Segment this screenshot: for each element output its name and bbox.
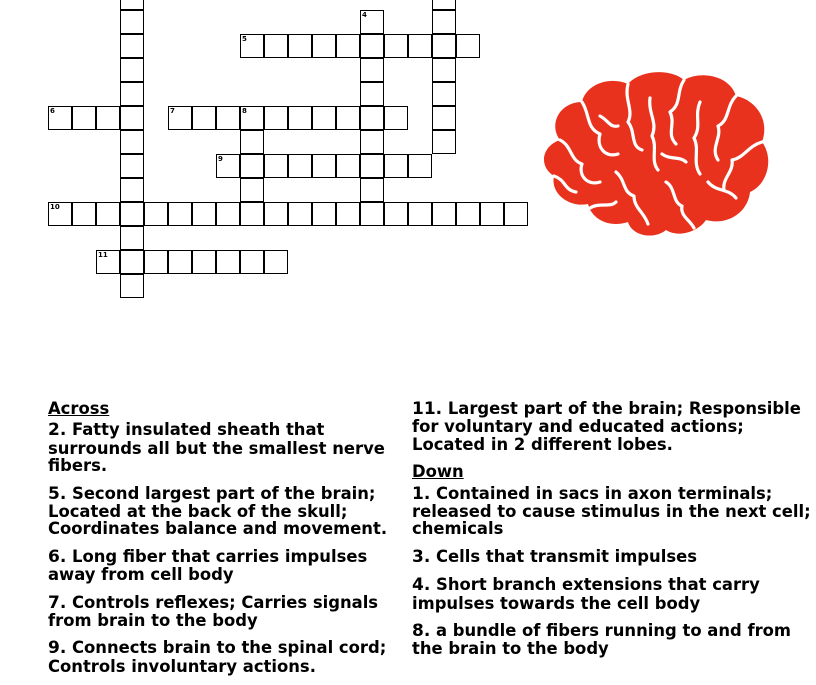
crossword-cell[interactable] <box>120 82 144 106</box>
crossword-cell[interactable] <box>288 202 312 226</box>
clue-number: 9 <box>218 155 223 163</box>
crossword-cell[interactable] <box>360 154 384 178</box>
crossword-cell[interactable] <box>504 202 528 226</box>
crossword-cell[interactable] <box>336 154 360 178</box>
crossword-cell-2[interactable] <box>120 0 144 10</box>
clue-number: 5 <box>242 35 247 43</box>
across-clue: 9. Connects brain to the spinal cord; Controls involuntary actions. <box>48 638 387 676</box>
crossword-cell-6[interactable] <box>48 106 72 130</box>
crossword-cell[interactable] <box>120 202 144 226</box>
crossword-cell[interactable] <box>408 154 432 178</box>
crossword-cell[interactable] <box>240 250 264 274</box>
clue-column-right <box>412 400 812 668</box>
crossword-cell[interactable] <box>432 82 456 106</box>
across-clue: 7. Controls reflexes; Carries signals from brain to the body <box>48 592 379 631</box>
crossword-cell[interactable] <box>168 202 192 226</box>
crossword-cell[interactable] <box>336 106 360 130</box>
clue-number: 6 <box>50 107 55 115</box>
crossword-cell[interactable] <box>360 58 384 82</box>
crossword-cell[interactable] <box>360 178 384 202</box>
crossword-cell[interactable] <box>384 34 408 58</box>
down-clue: 4. Short branch extensions that carry impulses towards the cell body <box>412 575 760 613</box>
crossword-cell[interactable] <box>432 10 456 34</box>
crossword-cell[interactable] <box>312 154 336 178</box>
clue-column-left <box>48 400 408 685</box>
crossword-cell[interactable] <box>264 250 288 274</box>
crossword-cell[interactable] <box>432 58 456 82</box>
crossword-cell[interactable] <box>120 34 144 58</box>
crossword-cell[interactable] <box>120 154 144 178</box>
crossword-cell[interactable] <box>288 106 312 130</box>
crossword-cell[interactable] <box>120 250 144 274</box>
crossword-cell[interactable] <box>360 202 384 226</box>
crossword-cell[interactable] <box>192 202 216 226</box>
down-clue: 1. Contained in sacs in axon terminals; released to cause stimulus in the next cell; chemicals <box>412 483 811 539</box>
crossword-cell[interactable] <box>360 82 384 106</box>
crossword-cell[interactable] <box>360 34 384 58</box>
crossword-cell[interactable] <box>408 202 432 226</box>
crossword-cell[interactable] <box>432 202 456 226</box>
crossword-cell[interactable] <box>336 34 360 58</box>
crossword-cell[interactable] <box>360 106 384 130</box>
down-clue: 3. Cells that transmit impulses <box>412 546 697 567</box>
crossword-cell[interactable] <box>480 202 504 226</box>
crossword-cell[interactable] <box>456 202 480 226</box>
crossword-cell[interactable] <box>120 130 144 154</box>
crossword-cell-5[interactable] <box>240 34 264 58</box>
brain-icon <box>530 62 770 242</box>
crossword-cell[interactable] <box>216 250 240 274</box>
clue-number: 7 <box>170 107 175 115</box>
clue-number: 11 <box>98 251 108 259</box>
down-heading: Down <box>412 462 464 482</box>
crossword-cell[interactable] <box>96 106 120 130</box>
crossword-cell[interactable] <box>192 106 216 130</box>
crossword-cell[interactable] <box>312 106 336 130</box>
across-clue: 2. Fatty insulated sheath that surrounds all but the smallest nerve fibers. <box>48 420 385 476</box>
across-clue: 5. Second largest part of the brain; Located at the back of the skull; Coordinates balance and movement. <box>48 483 388 539</box>
across-heading: Across <box>48 399 110 418</box>
crossword-cell[interactable] <box>120 58 144 82</box>
crossword-cell[interactable] <box>192 250 216 274</box>
crossword-cell[interactable] <box>312 34 336 58</box>
crossword-cell[interactable] <box>216 106 240 130</box>
crossword-cell[interactable] <box>432 106 456 130</box>
crossword-cell[interactable] <box>360 130 384 154</box>
crossword-cell[interactable] <box>432 130 456 154</box>
crossword-cell-8[interactable] <box>240 106 264 130</box>
crossword-cell-9[interactable] <box>216 154 240 178</box>
crossword-cell[interactable] <box>384 106 408 130</box>
crossword-cell[interactable] <box>240 202 264 226</box>
crossword-cell[interactable] <box>384 202 408 226</box>
across-clue: 11. Largest part of the brain; Responsible for voluntary and educated actions; Located in 2 different lobes. <box>412 399 801 454</box>
crossword-cell[interactable] <box>120 106 144 130</box>
crossword-cell-7[interactable] <box>168 106 192 130</box>
crossword-cell[interactable] <box>240 130 264 154</box>
crossword-cell[interactable] <box>288 154 312 178</box>
crossword-cell[interactable] <box>336 202 360 226</box>
crossword-cell-10[interactable] <box>48 202 72 226</box>
crossword-cell[interactable] <box>120 274 144 298</box>
crossword-cell[interactable] <box>312 202 336 226</box>
crossword-cell[interactable] <box>288 34 312 58</box>
crossword-cell[interactable] <box>264 154 288 178</box>
crossword-cell[interactable] <box>240 154 264 178</box>
crossword-cell[interactable] <box>72 202 96 226</box>
crossword-cell[interactable] <box>96 202 120 226</box>
crossword-cell-1[interactable] <box>432 0 456 10</box>
crossword-cell[interactable] <box>144 202 168 226</box>
crossword-cell-4[interactable] <box>360 10 384 34</box>
crossword-cell[interactable] <box>384 154 408 178</box>
crossword-cell[interactable] <box>216 202 240 226</box>
crossword-cell[interactable] <box>72 106 96 130</box>
crossword-cell-11[interactable] <box>96 250 120 274</box>
crossword-cell[interactable] <box>408 34 432 58</box>
across-clue: 6. Long fiber that carries impulses away from cell body <box>48 546 368 585</box>
crossword-cell[interactable] <box>120 226 144 250</box>
clue-number: 10 <box>50 203 60 211</box>
down-clue: 8. a bundle of fibers running to and from the brain to the body <box>412 621 792 659</box>
crossword-cell[interactable] <box>120 178 144 202</box>
crossword-cell[interactable] <box>240 178 264 202</box>
crossword-cell[interactable] <box>432 34 456 58</box>
crossword-cell[interactable] <box>456 34 480 58</box>
crossword-cell[interactable] <box>264 202 288 226</box>
clue-number: 4 <box>362 11 367 19</box>
clue-number: 8 <box>242 107 247 115</box>
crossword-cell[interactable] <box>168 250 192 274</box>
crossword-cell[interactable] <box>264 34 288 58</box>
crossword-cell[interactable] <box>120 10 144 34</box>
crossword-cell[interactable] <box>264 106 288 130</box>
crossword-cell[interactable] <box>144 250 168 274</box>
